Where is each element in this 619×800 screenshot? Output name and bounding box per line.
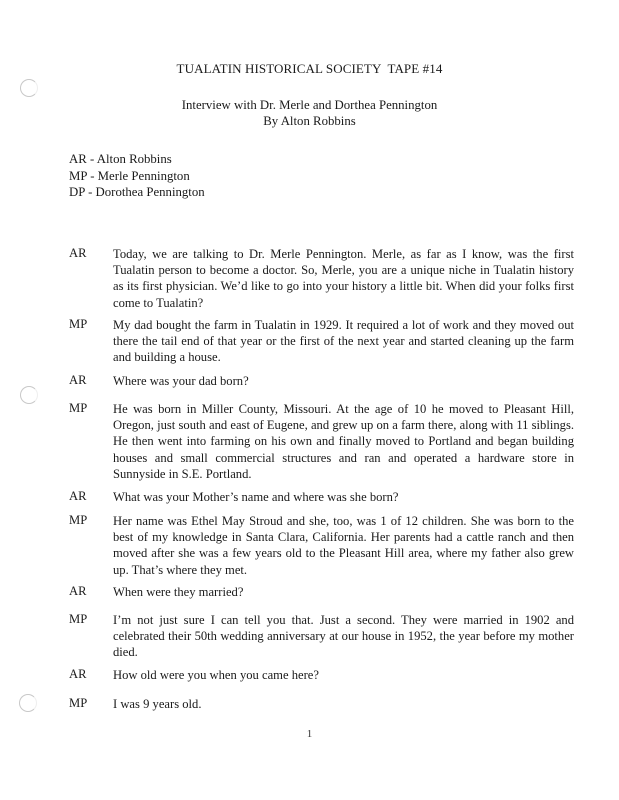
document-title: TUALATIN HISTORICAL SOCIETY TAPE #14: [176, 61, 443, 76]
punch-hole-icon: [20, 386, 38, 404]
speaker-text: I was 9 years old.: [113, 697, 202, 711]
document-subtitle: Interview with Dr. Merle and Dorthea Pennington: [181, 98, 438, 112]
speaker-label: MP: [69, 401, 88, 415]
transcript-entry: [69, 401, 599, 482]
speaker-label: AR: [69, 373, 87, 387]
transcript-entry: [69, 489, 599, 505]
transcript-entry: [69, 246, 599, 311]
speaker-text: When were they married?: [113, 585, 244, 599]
document-byline: By Alton Robbins: [263, 114, 356, 128]
transcript-entry: [69, 373, 599, 389]
participant-mp: MP - Merle Pennington: [69, 168, 190, 183]
participants-legend: [69, 151, 205, 201]
speaker-text: Today, we are talking to Dr. Merle Pennington. Merle, as far as I know, was the first Tualatin person to become a doctor. So, Merle, you are a unique niche in Tualatin history as its first physician. We’d like to go into your history a little bit. When did your folks first come to Tualatin?: [113, 247, 574, 310]
speaker-label: AR: [69, 667, 87, 681]
speaker-label: AR: [69, 489, 87, 503]
transcript-entry: [69, 584, 599, 600]
punch-hole-icon: [19, 694, 37, 712]
speaker-text: Where was your dad born?: [113, 374, 249, 388]
transcript-entry: [69, 696, 599, 712]
speaker-label: MP: [69, 317, 88, 331]
speaker-label: MP: [69, 513, 88, 527]
speaker-text: He was born in Miller County, Missouri. At the age of 10 he moved to Pleasant Hill, Oregon, just south and east of Eugene, and grew up on a farm there, along with 11 siblings. He then went into farming on his own and finally moved to Portland and began building houses and small commercial structures and ran and operated a hardware store in Sunnyside in S.E. Portland.: [113, 402, 574, 481]
speaker-label: MP: [69, 696, 88, 710]
transcript-entry: [69, 612, 599, 661]
speaker-label: AR: [69, 584, 87, 598]
transcript-entry: [69, 317, 599, 366]
speaker-label: AR: [69, 246, 87, 260]
transcript-entry: [69, 513, 599, 578]
speaker-text: I’m not just sure I can tell you that. Just a second. They were married in 1902 and celebrated their 50th wedding anniversary at our house in 1952, the year before my mother died.: [113, 613, 574, 660]
speaker-text: My dad bought the farm in Tualatin in 1929. It required a lot of work and they moved out there the tail end of that year or the first of the next year and started cleaning up the farm and building a house.: [113, 318, 574, 365]
page-number: 1: [306, 728, 313, 740]
participant-ar: AR - Alton Robbins: [69, 152, 172, 166]
transcript-entry: [69, 667, 599, 683]
speaker-label: MP: [69, 612, 88, 626]
speaker-text: What was your Mother’s name and where was she born?: [113, 490, 399, 504]
punch-hole-icon: [20, 79, 38, 97]
speaker-text: How old were you when you came here?: [113, 668, 319, 682]
participant-dp: DP - Dorothea Pennington: [69, 185, 205, 199]
speaker-text: Her name was Ethel May Stroud and she, too, was 1 of 12 children. She was born to the best of my knowledge in Santa Clara, California. Her parents had a cattle ranch and then moved after she was a few years old to the Pleasant Hill area, where my father also grew up. That’s where they met.: [113, 514, 574, 577]
